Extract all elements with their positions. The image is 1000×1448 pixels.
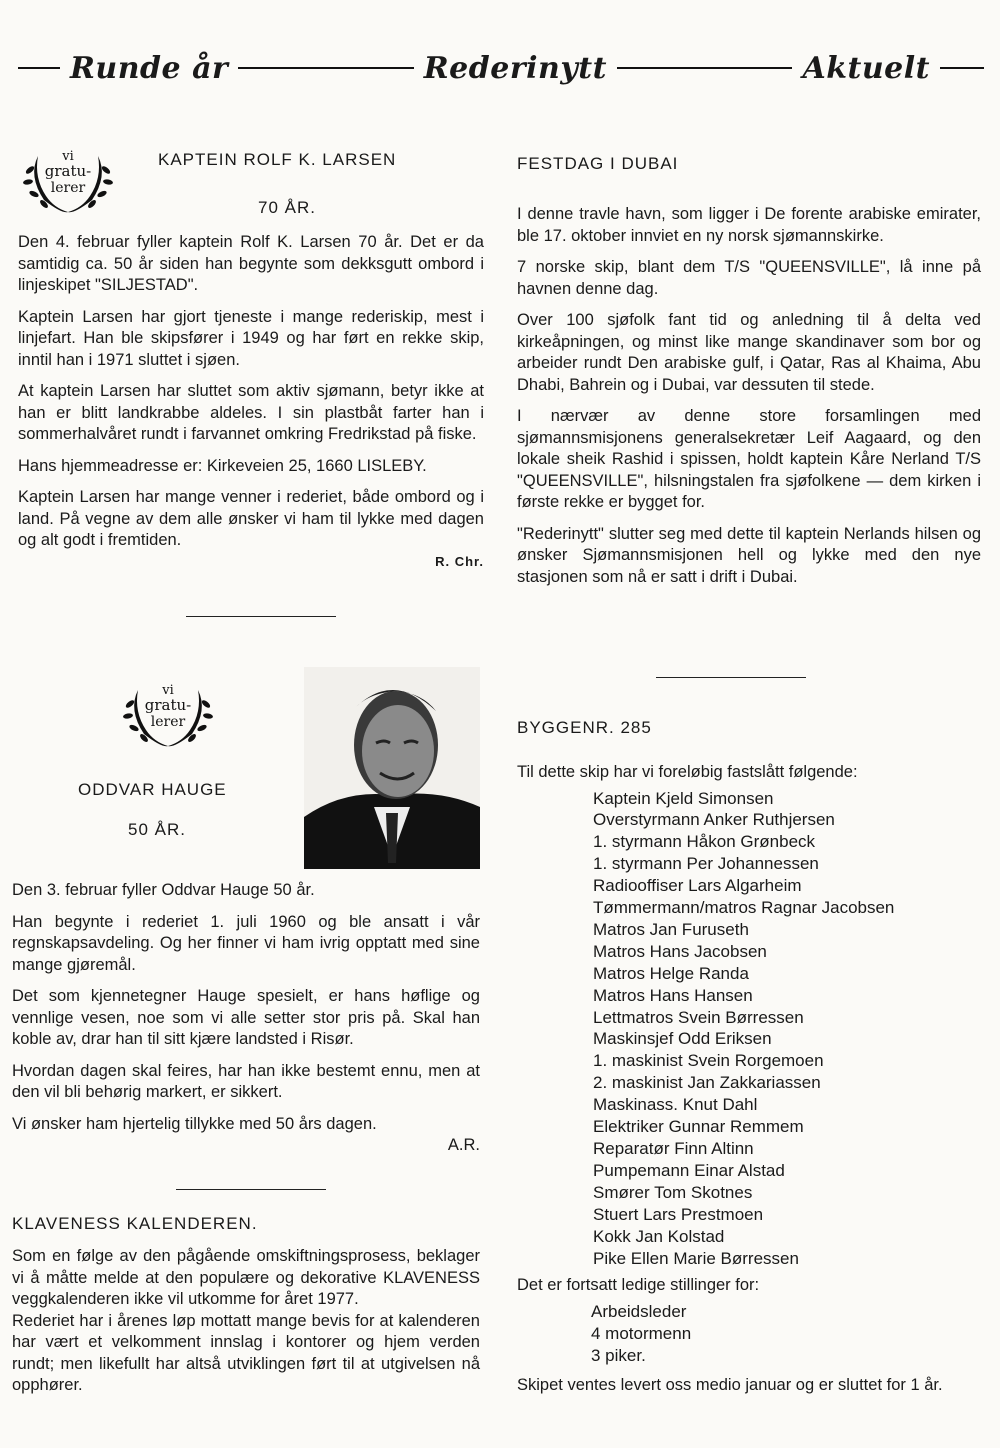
header-left-title: Runde år [70,50,229,86]
paragraph: Rederiet har i årenes løp mottatt mange bevis for at kalenderen har vært et velkomment innslag i kontorer og hjem verden rundt; men likefullt har altså utviklingen ført til at utgivelsen nå opphører. [12,1311,480,1394]
list-item: Maskinass. Knut Dahl [593,1095,758,1115]
article-age: 70 ÅR. [258,198,316,217]
laurel-badge-icon [116,674,220,748]
paragraph: Den 4. februar fyller kaptein Rolf K. Larsen 70 år. Det er da samtidig ca. 50 år siden han begynte som dekksgutt ombord i linjeskipet "SILJESTAD". [18,233,484,294]
paragraph: I nærvær av denne store forsamlingen med sjømannsmisjonens generalsekretær Leif Aagaard, og den lokale sheik Rashid i spissen, holdt kaptein Kåre Nerland T/S "QUEENSVILLE", hilsningstalen fra sjøfolkene — dem kirken i første rekke er bygget for. [517,407,981,511]
paragraph: Skipet ventes levert oss medio januar og er sluttet for 1 år. [517,1375,943,1394]
list-item: Stuert Lars Prestmoen [593,1204,764,1224]
badge-line-2: gratu- [144,696,192,714]
article-title: FESTDAG I DUBAI [517,154,679,173]
badge-line-2: gratu- [44,162,92,180]
list-item: Kaptein Kjeld Simonsen [593,788,774,808]
article-title: KLAVENESS KALENDEREN. [12,1214,258,1233]
badge-line-1: vi [62,149,74,164]
list-item: 1. styrmann Per Johannessen [593,854,819,874]
list-item: Arbeidsleder [591,1301,687,1321]
list-item: 4 motormenn [591,1323,692,1343]
list-item: Matros Jan Furuseth [593,919,749,939]
list-item: Matros Hans Hansen [593,985,753,1005]
badge-line-3: lerer [150,714,186,730]
signature: A.R. [447,1136,480,1154]
header-rule [940,67,984,69]
paragraph: Til dette skip har vi foreløbig fastslått følgende: [517,763,858,781]
list-item: Pumpemann Einar Alstad [593,1160,785,1180]
list-item: Elektriker Gunnar Remmem [593,1117,804,1137]
page-header [18,40,984,96]
badge-line-1: vi [162,683,174,698]
paragraph: Kaptein Larsen har gjort tjeneste i mange rederiskip, mest i linjefart. Han ble skipsfører i 1949 og har ført en rekke skip, inntil han i 1971 sluttet i sjøen. [18,307,484,369]
article-byggenr [517,718,981,1396]
article-larsen [18,150,484,569]
list-item: Smører Tom Skotnes [593,1182,753,1202]
list-item: 2. maskinist Jan Zakkariassen [593,1073,821,1093]
list-item: 1. maskinist Svein Rorgemoen [593,1051,824,1071]
badge-line-3: lerer [50,180,86,196]
paragraph: Hvordan dagen skal feires, har han ikke bestemt ennu, men at den vil bli behørig markert, er sikkert. [12,1061,480,1101]
list-item: Radiooffiser Lars Algarheim [593,876,802,896]
paragraph: Over 100 sjøfolk fant tid og anledning til å delta ved kirkeåpningen, og minst like mange skandinaver som bor og arbeider rundt Den arabiske gulf, i Qatar, Ras al Khaima, Abu Dhabi, Bahrein og i Dubai, var dessuten til stede. [517,311,981,394]
header-rule [18,67,60,69]
signature: R. Chr. [435,553,484,569]
article-dubai [517,154,981,598]
paragraph: 7 norske skip, blant dem T/S "QUEENSVILLE", lå inne på havnen denne dag. [517,258,981,298]
article-kalender [12,1214,480,1397]
list-item: 3 piker. [591,1345,646,1365]
paragraph: I denne travle havn, som ligger i De forente arabiske emirater, ble 17. oktober innviet en ny norsk sjømannskirke. [517,205,981,245]
paragraph: Vi ønsker ham hjertelig tillykke med 50 års dagen. [12,1114,377,1133]
header-rule [617,67,792,69]
list-item: Matros Hans Jacobsen [593,941,767,961]
paragraph: Han begynte i rederiet 1. juli 1960 og ble ansatt i vår regnskapsavdeling. Og her finner vi ham ivrig opptatt med sine mange gjøremål. [12,912,480,974]
paragraph: Som en følge av den pågående omskiftningsprosess, beklager vi å måtte melde at den populære og dekorative KLAVENESS veggkalenderen ikke vil utkomme for året 1977. [12,1247,480,1308]
section-divider [656,677,806,678]
header-middle-title: Rederinytt [423,50,607,86]
header-rule [238,67,413,69]
header-right-title: Aktuelt [802,50,931,86]
article-hauge [12,780,480,1157]
article-title: ODDVAR HAUGE [78,780,227,799]
vacancy-list [591,1301,981,1367]
article-title: KAPTEIN ROLF K. LARSEN [158,150,397,169]
list-item: Pike Ellen Marie Børressen [593,1248,799,1268]
paragraph: At kaptein Larsen har sluttet som aktiv sjømann, betyr ikke at han er blitt landkrabbe aldeles. I sin plastbåt farter han i sommerhalvåret rundt i farvannet omkring Fredrikstad på fiske. [18,382,484,443]
section-divider [176,1189,326,1190]
paragraph: Den 3. februar fyller Oddvar Hauge 50 år. [12,881,315,899]
list-item: 1. styrmann Håkon Grønbeck [593,832,816,852]
paragraph: Hans hjemmeadresse er: Kirkeveien 25, 1660 LISLEBY. [18,456,427,475]
list-item: Matros Helge Randa [593,963,749,983]
list-item: Maskinsjef Odd Eriksen [593,1029,772,1049]
section-divider [186,616,336,617]
list-item: Kokk Jan Kolstad [593,1226,725,1246]
list-item: Tømmermann/matros Ragnar Jacobsen [593,898,895,918]
paragraph: Det som kjennetegner Hauge spesielt, er hans høflige og vennlige vesen, noe som vi alle setter stor pris på. Skal han koble av, drar han til sitt kjære landsted i Risør. [12,987,480,1048]
paragraph: "Rederinytt" slutter seg med dette til kaptein Nerlands hilsen og ønsker Sjømannsmisjonen hell og lykke med den nye stasjonen som nå er satt i drift i Dubai. [517,524,981,586]
list-item: Reparatør Finn Altinn [593,1139,754,1158]
paragraph: Kaptein Larsen har mange venner i rederiet, både ombord og i land. På vegne av dem alle ønsker vi ham til lykke med dagen og alt godt i fremtiden. [18,488,484,549]
article-title: BYGGENR. 285 [517,718,652,737]
crew-list [593,788,981,1270]
list-item: Lettmatros Svein Børressen [593,1007,804,1027]
paragraph: Det er fortsatt ledige stillinger for: [517,1276,760,1295]
article-age: 50 ÅR. [128,820,186,839]
list-item: Overstyrmann Anker Ruthjersen [593,810,835,830]
